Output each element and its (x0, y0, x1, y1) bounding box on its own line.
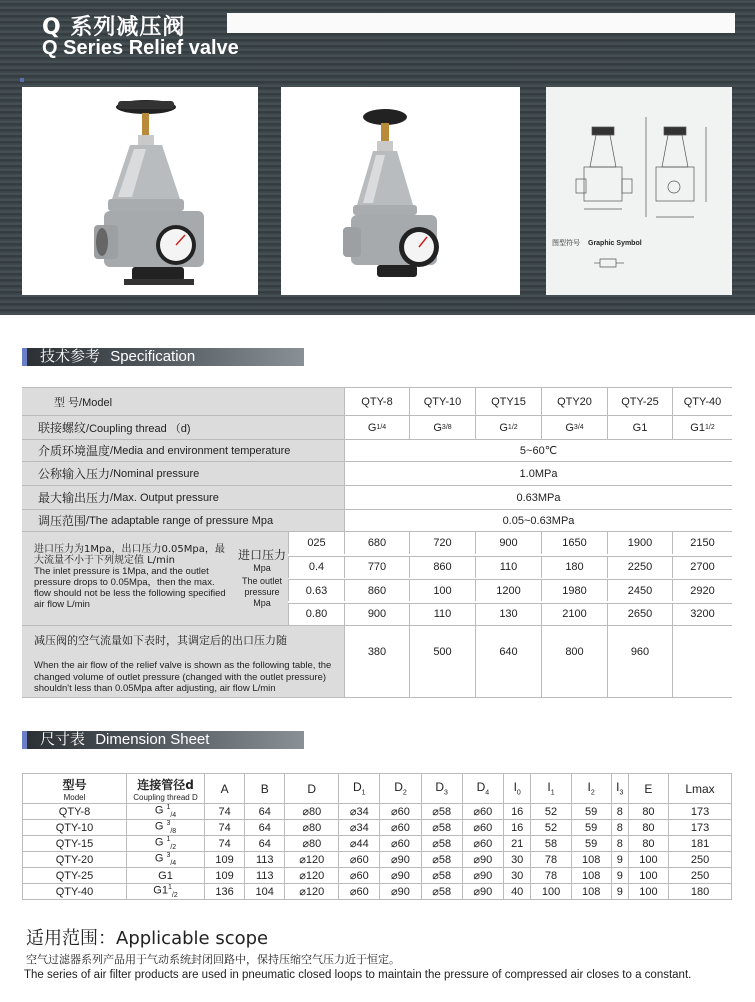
dim-column-header: A (205, 774, 245, 804)
dim-value-cell: 64 (245, 836, 285, 852)
dim-value-cell: 74 (205, 820, 245, 836)
thread-cell: G 1 /2 (475, 416, 541, 439)
thread-cell: G 3 /4 (541, 416, 607, 439)
dimension-heading-cn: 尺寸表 (40, 731, 86, 748)
dim-model-cell: QTY-15 (23, 836, 127, 852)
spec-heading-en: Specification (110, 348, 196, 365)
dim-value-cell: ⌀80 (285, 820, 339, 836)
dim-value-cell: 52 (531, 820, 571, 836)
dim-value-cell: ⌀60 (462, 836, 503, 852)
dim-value-cell: 108 (571, 868, 611, 884)
spec-relief-block (22, 626, 732, 698)
heading-marker (22, 731, 27, 749)
dim-value-cell: ⌀90 (462, 868, 503, 884)
spec-heading-cn: 技术参考 (40, 348, 101, 365)
flow-value-cell: 900 (344, 604, 409, 625)
dim-value-cell: ⌀120 (285, 868, 339, 884)
dim-value-cell: 9 (611, 868, 628, 884)
flow-value-cell: 900 (475, 532, 541, 554)
flow-value-cell: 1650 (541, 532, 607, 554)
flow-value-cell: 180 (541, 557, 607, 578)
max-label-en: /Max. Output pressure (110, 491, 219, 504)
dim-column-header: $D_2$ (380, 774, 421, 804)
dim-value-cell: 173 (669, 804, 732, 820)
dim-value-cell: 21 (503, 836, 530, 852)
thread-label-cn: 联接螺纹 (38, 421, 87, 435)
dim-value-cell: 16 (503, 804, 530, 820)
flow-value-cell: 1980 (541, 580, 607, 601)
dim-value-cell: 80 (628, 804, 668, 820)
dim-value-cell: ⌀80 (285, 804, 339, 820)
relief-value-cell: 380 (344, 626, 409, 697)
dim-value-cell: ⌀120 (285, 884, 339, 900)
model-cell: QTY15 (475, 388, 541, 415)
dim-value-cell: ⌀60 (462, 820, 503, 836)
flow-value-cell: 130 (475, 604, 541, 625)
dim-value-cell: 108 (571, 884, 611, 900)
dim-value-cell: 100 (531, 884, 571, 900)
dim-value-cell: 40 (503, 884, 530, 900)
dim-value-cell: 78 (531, 868, 571, 884)
dim-model-cell: QTY-25 (23, 868, 127, 884)
flow-value-cell: 2450 (607, 580, 672, 601)
thread-label-en: /Coupling thread （d) (86, 422, 191, 435)
dim-value-cell: 250 (669, 868, 732, 884)
dim-value-cell: 30 (503, 868, 530, 884)
dim-value-cell: 30 (503, 852, 530, 868)
table-row (23, 868, 732, 884)
flow-value-cell: 2150 (672, 532, 732, 554)
outlet-label-mpa: Mpa (253, 563, 271, 573)
dim-value-cell: 9 (611, 884, 628, 900)
dim-value-cell: 136 (205, 884, 245, 900)
dim-value-cell: 113 (245, 868, 285, 884)
flow-value-cell: 1900 (607, 532, 672, 554)
dim-value-cell: ⌀58 (421, 820, 462, 836)
thread-cell: G 3 /8 (409, 416, 475, 439)
flow-value-cell: 3200 (672, 604, 732, 625)
dimension-drawing (546, 87, 732, 295)
table-row (23, 836, 732, 852)
dim-value-cell: ⌀90 (462, 884, 503, 900)
dimension-body (23, 804, 732, 900)
dim-value-cell: ⌀58 (421, 884, 462, 900)
dim-value-cell: ⌀90 (380, 884, 421, 900)
flow-value-cell: 860 (409, 557, 475, 578)
scope-title: 适用范围：Applicable scope (26, 928, 269, 949)
dim-value-cell: 78 (531, 852, 571, 868)
dim-value-cell: 250 (669, 852, 732, 868)
dim-value-cell: 8 (611, 804, 628, 820)
flow-value-cell: 110 (475, 557, 541, 578)
dim-thread-cell: G $^3_{/8}$ (127, 820, 205, 836)
dim-value-cell: ⌀80 (285, 836, 339, 852)
flow-value-cell: 2920 (672, 580, 732, 601)
dim-value-cell: ⌀120 (285, 852, 339, 868)
nominal-label-en: /Nominal pressure (110, 467, 200, 480)
dim-value-cell: 8 (611, 820, 628, 836)
graphic-symbol-label-en: Graphic Symbol (588, 240, 642, 247)
dim-value-cell: 104 (245, 884, 285, 900)
dim-value-cell: 16 (503, 820, 530, 836)
flow-value-cell: 720 (409, 532, 475, 554)
relief-value-cell: 640 (475, 626, 541, 697)
dim-value-cell: ⌀34 (339, 820, 380, 836)
model-label: 型 号/Model (54, 396, 113, 409)
dim-value-cell: ⌀90 (380, 868, 421, 884)
dim-thread-cell: G $^1_{/2}$ (127, 836, 205, 852)
dim-value-cell: ⌀60 (380, 820, 421, 836)
col-thread (127, 774, 205, 804)
model-cell: QTY-10 (409, 388, 475, 415)
dim-thread-cell: G1 (127, 868, 205, 884)
dim-value-cell: ⌀60 (380, 836, 421, 852)
spec-row-temp (22, 440, 732, 462)
relief-note-en: When the air flow of the relief valve is shown as the following table, the changed volume of outlet pressure (changed with the outlet pressure) shouldn't less than 0.05Mpa after adjusting, air flow L/min (34, 660, 332, 694)
flow-value-cell: 100 (409, 580, 475, 601)
dim-value-cell: ⌀90 (462, 852, 503, 868)
table-row (23, 820, 732, 836)
dim-value-cell: 173 (669, 820, 732, 836)
relief-value-cell: 960 (607, 626, 672, 697)
dim-value-cell: 109 (205, 868, 245, 884)
max-value: 0.63MPa (344, 486, 732, 509)
col-model (23, 774, 127, 804)
spec-row-nominal (22, 462, 732, 486)
relief-value-cell: 500 (409, 626, 475, 697)
scope-text-en: The series of air filter products are used in pneumatic closed loops to maintain the pressure of compressed air closes to a constant. (24, 969, 692, 981)
marker-dot (20, 78, 24, 82)
flow-value-cell: 770 (344, 557, 409, 578)
dim-value-cell: 74 (205, 804, 245, 820)
dim-value-cell: ⌀44 (339, 836, 380, 852)
dim-value-cell: 181 (669, 836, 732, 852)
dim-value-cell: 58 (531, 836, 571, 852)
dim-column-header: $D_1$ (339, 774, 380, 804)
flow-pressure-cell: 0.4 (288, 557, 344, 578)
col-thread-en: Coupling thread D (133, 792, 198, 802)
flow-pressure-cell: 0.63 (288, 580, 344, 601)
nominal-label-cn: 公称输入压力 (38, 467, 111, 481)
flow-row (288, 532, 732, 554)
flow-value-cell: 1200 (475, 580, 541, 601)
spec-row-range (22, 510, 732, 532)
dim-column-header: $I_1$ (531, 774, 571, 804)
flow-value-cell: 2250 (607, 557, 672, 578)
flow-row (288, 603, 732, 625)
dim-value-cell: 108 (571, 852, 611, 868)
dim-value-cell: 9 (611, 852, 628, 868)
relief-note-cn: 减压阀的空气流量如下表时，其调定后的出口压力随 (34, 634, 287, 647)
dim-value-cell: ⌀60 (462, 804, 503, 820)
dim-column-header: $I_3$ (611, 774, 628, 804)
flow-note-cn: 进口压力为1Mpa，出口压力0.05Mpa，最大流量不小于下列规定值 L/min (34, 544, 225, 566)
title-chinese: Q 系列减压阀 (42, 15, 186, 40)
max-label-cn: 最大输出压力 (38, 491, 111, 505)
dim-value-cell: ⌀58 (421, 836, 462, 852)
spec-row-model (22, 388, 732, 416)
dim-value-cell: 113 (245, 852, 285, 868)
dim-thread-cell: G $^3_{/4}$ (127, 852, 205, 868)
outlet-label-en: The outlet pressure Mpa (241, 576, 283, 608)
flow-row (288, 579, 732, 601)
flow-value-cell: 2100 (541, 604, 607, 625)
dim-value-cell: 100 (628, 852, 668, 868)
dim-value-cell: 59 (571, 836, 611, 852)
nominal-value: 1.0MPa (344, 462, 732, 485)
range-value: 0.05~0.63MPa (344, 510, 732, 531)
outlet-label-cn: 进口压力 (237, 548, 286, 562)
graphic-symbol-label-cn: 图型符号 (552, 239, 580, 247)
dim-value-cell: ⌀90 (380, 852, 421, 868)
model-cell: QTY20 (541, 388, 607, 415)
dim-column-header: $I_2$ (571, 774, 611, 804)
dim-value-cell: ⌀60 (339, 868, 380, 884)
flow-pressure-cell: 025 (288, 532, 344, 554)
dim-thread-cell: $G1^1_{/2}$ (127, 884, 205, 900)
dim-thread-cell: G $^1_{/4}$ (127, 804, 205, 820)
dim-value-cell: ⌀58 (421, 852, 462, 868)
dimension-heading-en: Dimension Sheet (95, 731, 210, 748)
dim-model-cell: QTY-40 (23, 884, 127, 900)
dim-value-cell: 80 (628, 836, 668, 852)
dim-value-cell: ⌀60 (339, 852, 380, 868)
table-row (23, 884, 732, 900)
product-photo-small (281, 87, 520, 295)
range-label-en: /The adaptable range of pressure Mpa (86, 514, 274, 527)
dim-value-cell: 64 (245, 804, 285, 820)
dim-value-cell: ⌀60 (380, 804, 421, 820)
table-row (23, 852, 732, 868)
flow-value-cell: 2700 (672, 557, 732, 578)
dim-model-cell: QTY-20 (23, 852, 127, 868)
dim-value-cell: ⌀58 (421, 868, 462, 884)
temp-value: 5~60℃ (344, 440, 732, 461)
relief-value-cell: 800 (541, 626, 607, 697)
spec-row-max (22, 486, 732, 510)
flow-value-cell: 860 (344, 580, 409, 601)
temp-label-cn: 介质环境温度 (38, 444, 111, 458)
dim-value-cell: 64 (245, 820, 285, 836)
spec-flow-block (22, 532, 732, 626)
model-cell: QTY-25 (607, 388, 672, 415)
dimension-table (22, 773, 732, 900)
col-thread-cn: 连接管径d (137, 777, 194, 792)
heading-marker (22, 348, 27, 366)
dim-value-cell: 100 (628, 868, 668, 884)
relief-value-cell (672, 626, 732, 697)
title-english: Q Series Relief valve (42, 37, 239, 59)
dim-value-cell: 100 (628, 884, 668, 900)
dim-value-cell: 109 (205, 852, 245, 868)
spec-row-thread (22, 416, 732, 440)
temp-label-en: /Media and environment temperature (110, 444, 291, 457)
dim-column-header: D (285, 774, 339, 804)
dim-value-cell: 52 (531, 804, 571, 820)
thread-cell: G1 1 /2 (672, 416, 732, 439)
dim-column-header: B (245, 774, 285, 804)
dim-model-cell: QTY-10 (23, 820, 127, 836)
flow-row (288, 556, 732, 578)
flow-value-cell: 2650 (607, 604, 672, 625)
flow-value-cell: 680 (344, 532, 409, 554)
col-model-cn: 型号 (62, 777, 87, 792)
dim-column-header: $D_3$ (421, 774, 462, 804)
spec-table (22, 387, 732, 697)
model-cell: QTY-8 (344, 388, 409, 415)
dim-value-cell: ⌀34 (339, 804, 380, 820)
spec-heading (22, 348, 304, 366)
dim-value-cell: 74 (205, 836, 245, 852)
dim-column-header: $I_0$ (503, 774, 530, 804)
dimension-header-row (23, 774, 732, 804)
dim-column-header: $D_4$ (462, 774, 503, 804)
thread-cell: G 1 /4 (344, 416, 409, 439)
flow-value-cell: 110 (409, 604, 475, 625)
range-label-cn: 调压范围 (38, 514, 87, 528)
col-model-en: Model (63, 792, 86, 802)
dim-value-cell: ⌀58 (421, 804, 462, 820)
dim-value-cell: ⌀60 (339, 884, 380, 900)
flow-note-en: The inlet pressure is 1Mpa, and the outlet pressure drops to 0.05Mpa，then the max. flow should not be less the following specified air flow L/min (34, 566, 226, 610)
flow-pressure-cell: 0.80 (288, 604, 344, 625)
dim-value-cell: 80 (628, 820, 668, 836)
dim-model-cell: QTY-8 (23, 804, 127, 820)
header-banner (0, 0, 755, 315)
model-cell: QTY-40 (672, 388, 732, 415)
product-photo-large (22, 87, 258, 295)
dimension-heading (22, 731, 304, 749)
dim-column-header: E (628, 774, 668, 804)
scope-text-cn: 空气过滤器系列产品用于气动系统封闭回路中，保持压缩空气压力近于恒定。 (26, 953, 400, 966)
dim-column-header: Lmax (669, 774, 732, 804)
dim-value-cell: 59 (571, 804, 611, 820)
dim-value-cell: 59 (571, 820, 611, 836)
title-bar (227, 13, 735, 33)
dim-value-cell: 180 (669, 884, 732, 900)
table-row (23, 804, 732, 820)
dim-value-cell: 8 (611, 836, 628, 852)
thread-cell: G1 (607, 416, 672, 439)
